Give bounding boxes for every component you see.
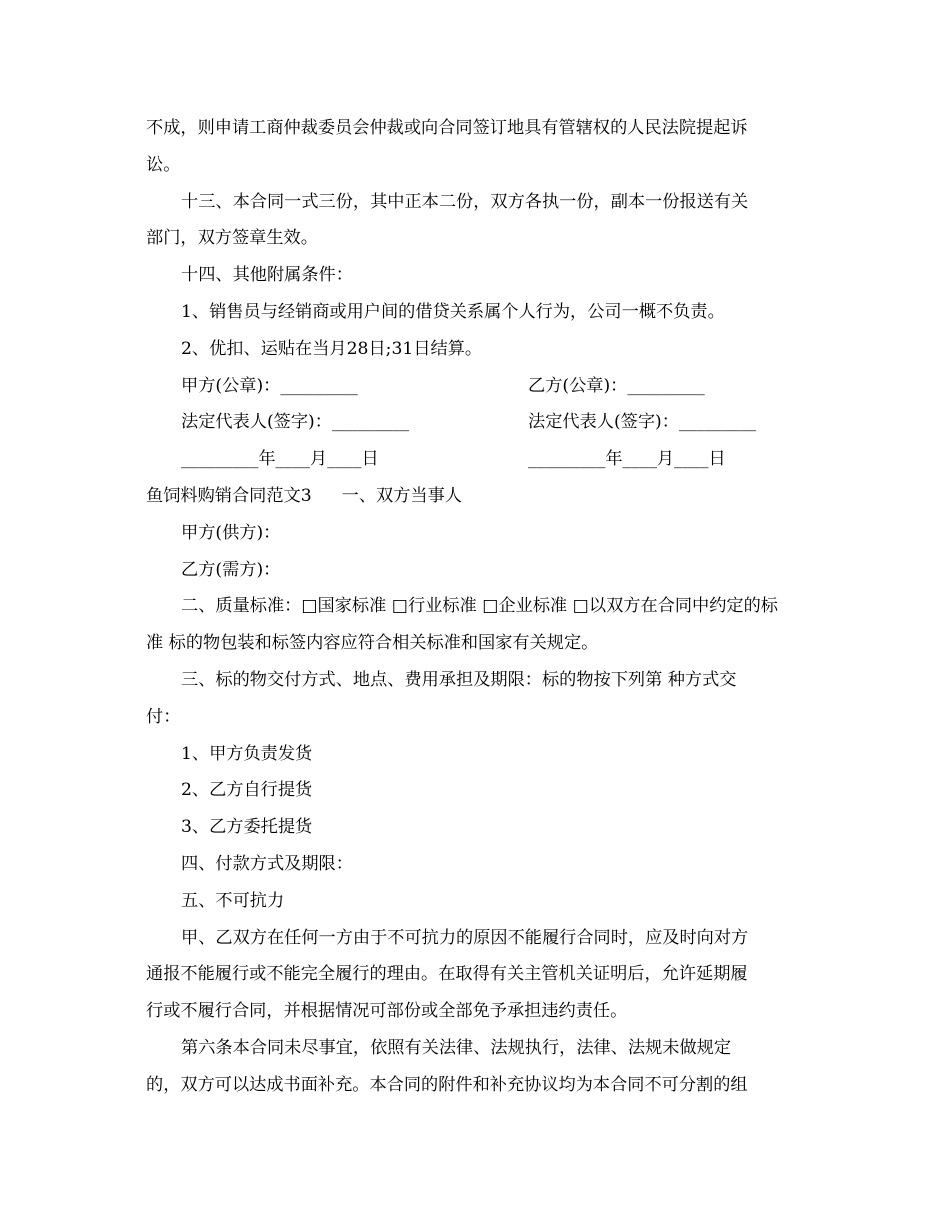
section-title: 鱼饲料购销合同范文3	[146, 485, 312, 506]
section-title-line	[146, 478, 806, 515]
delivery-line: 付：	[146, 706, 181, 727]
buyer-line: 乙方(需方)：	[181, 559, 281, 580]
delivery-option: 2、乙方自行提货	[181, 780, 313, 801]
party-b-date: _________年____月____日	[528, 449, 726, 470]
delivery-option: 1、甲方负责发货	[181, 743, 313, 764]
party-a-seal: 甲方(公章)：_________	[181, 375, 358, 396]
condition-item-1: 1、销售员与经销商或用户间的借贷关系属个人行为，公司一概不负责。	[181, 301, 725, 322]
clause-13-line: 十三、本合同一式三份，其中正本二份，双方各执一份，副本一份报送有关	[181, 191, 749, 212]
quality-standard-line: 二、质量标准：□国家标准 □行业标准 □企业标准 □以双方在合同中约定的标	[181, 596, 778, 617]
force-majeure-line: 甲、乙双方在任何一方由于不可抗力的原因不能履行合同时，应及时向对方	[181, 927, 749, 948]
quality-standard-line: 准 标的物包装和标签内容应符合相关标准和国家有关规定。	[146, 633, 599, 654]
clause-13-line: 部门，双方签章生效。	[146, 228, 318, 249]
signature-row-seal	[146, 368, 806, 405]
condition-item-2: 2、优扣、运贴在当月28日;31日结算。	[181, 338, 483, 359]
signature-row-representative	[146, 404, 806, 441]
article-6-line: 第六条本合同未尽事宜，依照有关法律、法规执行，法律、法规未做规定	[181, 1037, 732, 1058]
document-page	[146, 110, 806, 1104]
signature-row-date	[146, 441, 806, 478]
supplier-line: 甲方(供方)：	[181, 522, 281, 543]
paragraph-line: 讼。	[146, 154, 181, 175]
party-a-date: _________年____月____日	[181, 449, 379, 470]
payment-heading: 四、付款方式及期限：	[181, 853, 353, 874]
delivery-option: 3、乙方委托提货	[181, 817, 313, 838]
article-6-line: 的，双方可以达成书面补充。本合同的附件和补充协议均为本合同不可分割的组	[146, 1074, 748, 1095]
section-subtitle: 一、双方当事人	[341, 485, 462, 506]
force-majeure-line: 行或不履行合同，并根据情况可部份或全部免予承担违约责任。	[146, 1001, 628, 1022]
party-b-representative: 法定代表人(签字)：_________	[528, 412, 757, 433]
party-a-representative: 法定代表人(签字)：_________	[181, 412, 410, 433]
force-majeure-line: 通报不能履行或不能完全履行的理由。在取得有关主管机关证明后，允许延期履	[146, 964, 748, 985]
paragraph-line: 不成，则申请工商仲裁委员会仲裁或向合同签订地具有管辖权的人民法院提起诉	[146, 118, 748, 138]
delivery-line: 三、标的物交付方式、地点、费用承担及期限：标的物按下列第 种方式交	[181, 669, 737, 690]
force-majeure-heading: 五、不可抗力	[181, 890, 285, 911]
clause-14-heading: 十四、其他附属条件：	[181, 265, 353, 286]
party-b-seal: 乙方(公章)：_________	[528, 375, 705, 396]
